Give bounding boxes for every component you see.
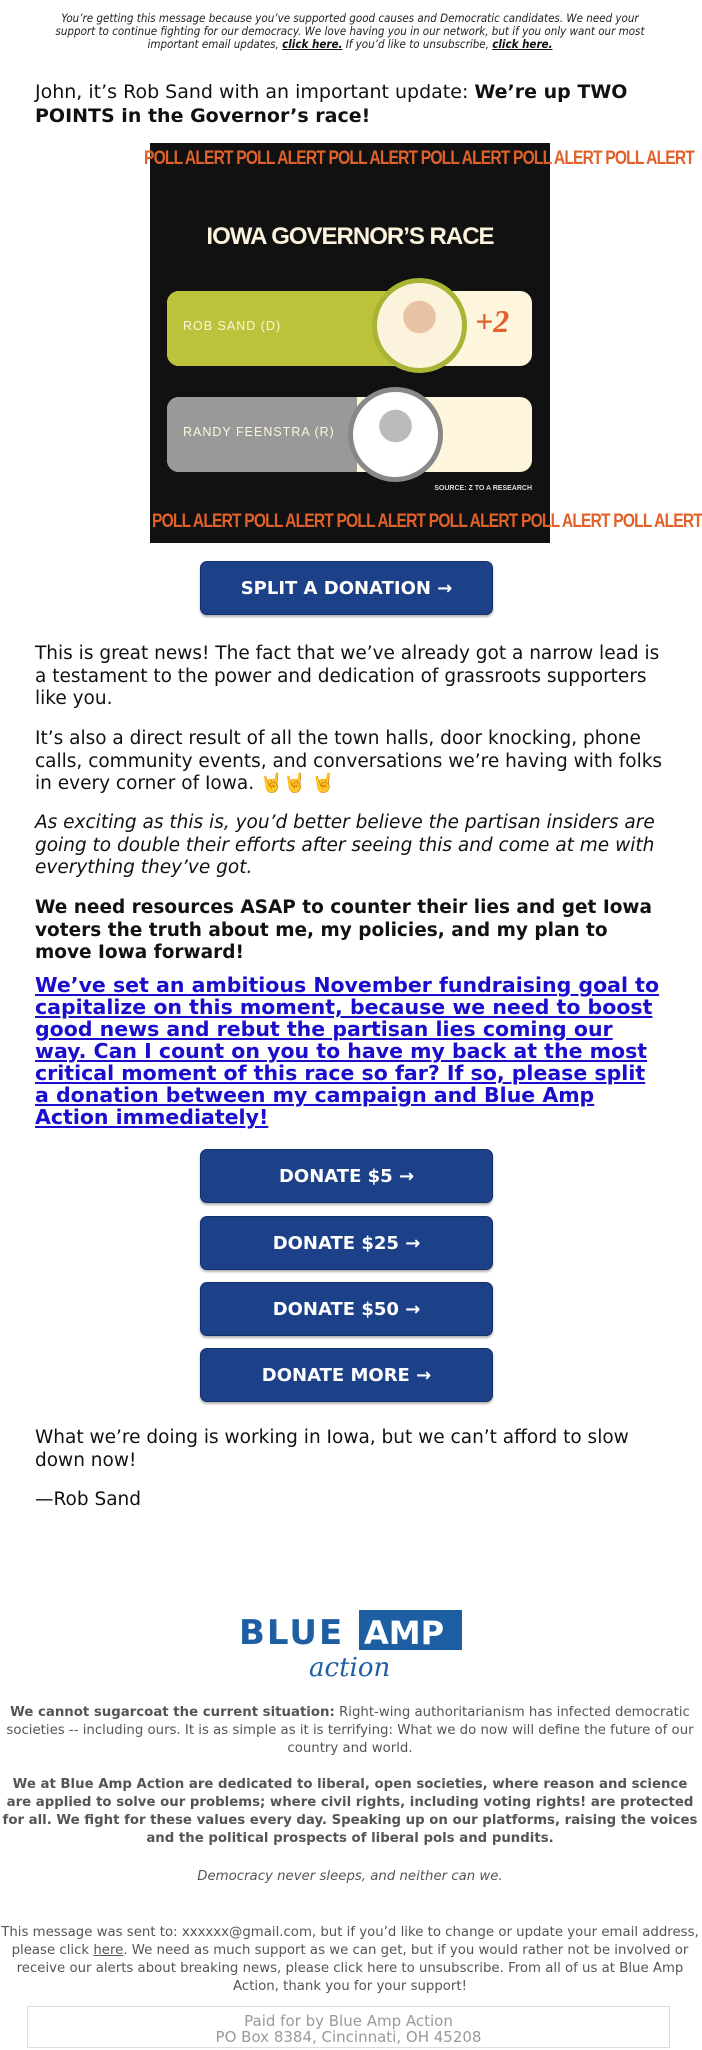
preheader bbox=[40, 12, 660, 51]
svg-text:action: action bbox=[309, 1653, 391, 1683]
donate-50-button[interactable]: DONATE $50 → bbox=[200, 1282, 493, 1336]
donate-more-button[interactable]: DONATE MORE → bbox=[200, 1348, 493, 1402]
preheader-text: If you’d like to unsubscribe, bbox=[342, 37, 493, 51]
donation-appeal-link[interactable]: We’ve set an ambitious November fundraising goal to capitalize on this moment, because we need to boost good news and rebut the partisan lies coming our way. Can I count on you to have my back at the most critical moment of this race so far? If so, please split a donation between my campaign and Blue Amp Action immediately! bbox=[35, 973, 660, 1129]
preheader-text: You’re getting this message because you’ve supported good causes and Democratic candidates. We need your support to continue fighting for our democracy. We love having you in our network, but if you only want our most important email updates, bbox=[55, 11, 645, 51]
poll-title: IOWA GOVERNOR’S RACE bbox=[206, 223, 494, 250]
poll-graphic[interactable] bbox=[144, 143, 702, 543]
footer-text: This message was sent to: xxxxxx@gmail.com, but if you’d like to change or update your email address, please click bbox=[1, 1925, 699, 1958]
lead-margin: +2 bbox=[475, 303, 510, 339]
poll-alert-band: POLL ALERT POLL ALERT POLL ALERT POLL ALERT POLL ALERT POLL ALERT bbox=[144, 148, 695, 169]
footer-mission: We at Blue Amp Action are dedicated to liberal, open societies, where reason and science are applied to solve our problems; where civil rights, including voting rights! are protected for all. We fight for these values every day. Speaking up on our platforms, raising the voices and the political prospects of liberal pols and pundits. bbox=[2, 1777, 698, 1846]
svg-text:BLUE: BLUE bbox=[239, 1613, 345, 1653]
update-email-link[interactable]: here bbox=[93, 1943, 124, 1958]
footer-notice bbox=[0, 1924, 700, 1996]
body-paragraph-italic: As exciting as this is, you’d better believe the partisan insiders are going to double their efforts after seeing this and come at me with everything they’ve got. bbox=[35, 812, 655, 878]
candidate-photo bbox=[348, 387, 443, 482]
donate-25-button[interactable]: DONATE $25 → bbox=[200, 1216, 493, 1270]
poll-alert-band: POLL ALERT POLL ALERT POLL ALERT POLL ALERT POLL ALERT POLL ALERT bbox=[152, 511, 702, 532]
body-paragraph-bold: We need resources ASAP to counter their lies and get Iowa voters the truth about me, my policies, and my plan to move Iowa forward! bbox=[35, 897, 652, 963]
paid-for-box bbox=[27, 2006, 670, 2048]
candidate-name: ROB SAND (D) bbox=[183, 319, 282, 333]
candidate-photo bbox=[372, 278, 467, 373]
footer-text: . We need as much support as we can get, but if you would rather not be involved or receive our alerts about breaking news, please click here to unsubscribe. From all of us at Blue Amp Action, thank you for your support! bbox=[16, 1943, 689, 1994]
footer-bold: We cannot sugarcoat the current situation: bbox=[10, 1705, 335, 1720]
split-donation-button[interactable]: SPLIT A DONATION → bbox=[200, 561, 493, 615]
body-paragraph: This is great news! The fact that we’ve already got a narrow lead is a testament to the power and dedication of grassroots supporters like you. bbox=[35, 643, 660, 709]
footer-tagline: Democracy never sleeps, and neither can we. bbox=[197, 1869, 503, 1884]
greeting bbox=[35, 80, 665, 128]
email-preferences-link[interactable]: click here. bbox=[282, 37, 343, 51]
donate-5-button[interactable]: DONATE $5 → bbox=[200, 1149, 493, 1203]
greeting-text: John, it’s Rob Sand with an important update: bbox=[35, 81, 475, 103]
candidate-name: RANDY FEENSTRA (R) bbox=[183, 425, 335, 439]
svg-text:AMP: AMP bbox=[364, 1614, 445, 1652]
address-text: PO Box 8384, Cincinnati, OH 45208 bbox=[215, 2028, 482, 2046]
blue-amp-action-logo bbox=[237, 1610, 462, 1683]
poll-source: SOURCE: Z TO A RESEARCH bbox=[434, 485, 532, 492]
unsubscribe-link[interactable]: click here. bbox=[492, 37, 553, 51]
footer-text: Right-wing authoritarianism has infected democratic societies -- including ours. It is as simple as it is terrifying: What we do now will define the future of our country and world. bbox=[6, 1705, 694, 1756]
signature: —Rob Sand bbox=[35, 1489, 142, 1510]
footer-paragraph bbox=[0, 1704, 700, 1758]
closing-paragraph: What we’re doing is working in Iowa, but we can’t afford to slow down now! bbox=[35, 1427, 629, 1471]
greeting-headline: We’re up TWO POINTS in the Governor’s race! bbox=[35, 81, 628, 127]
paid-for-text: Paid for by Blue Amp Action bbox=[244, 2012, 453, 2030]
body-paragraph: It’s also a direct result of all the town halls, door knocking, phone calls, community events, and conversations we’re having with folks in every corner of Iowa. 🤘🤘 🤘 bbox=[35, 728, 663, 794]
